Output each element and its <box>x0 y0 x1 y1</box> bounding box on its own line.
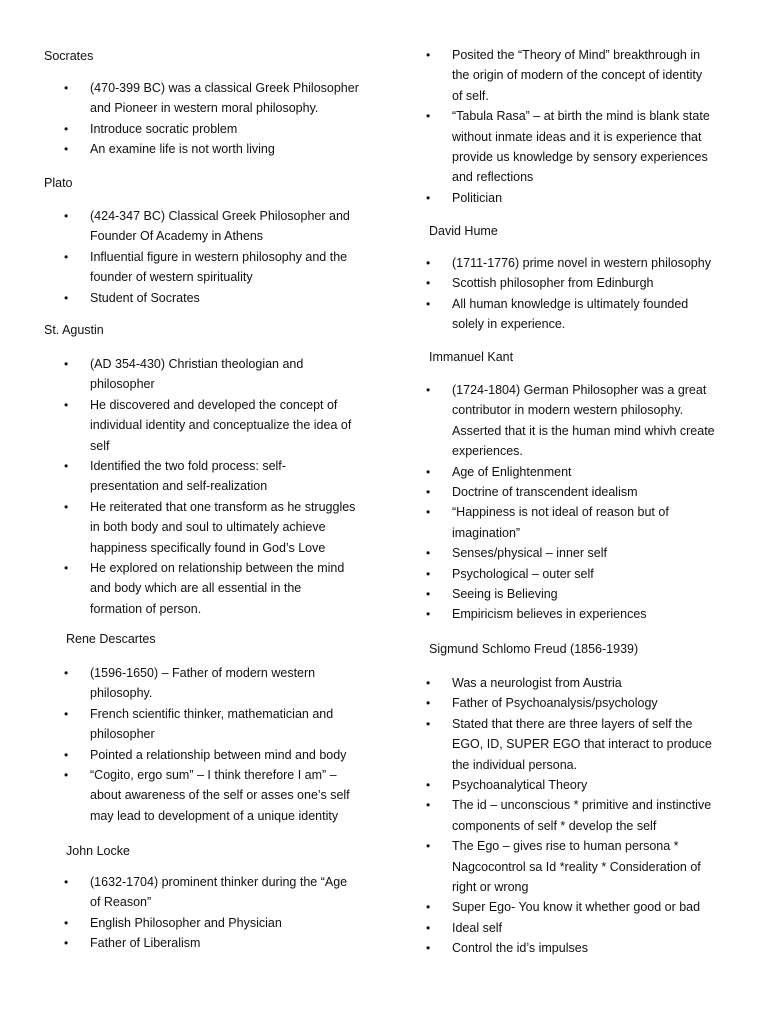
freud-item-text: The Ego – gives rise to human persona * <box>452 839 679 854</box>
bullet-icon: • <box>426 676 431 690</box>
bullet-icon: • <box>426 839 431 854</box>
david-hume-item-text: All human knowledge is ultimately founded <box>452 296 689 311</box>
freud-item-text: Super Ego- You know it whether good or bad <box>452 900 701 915</box>
rene-descartes-item-text: philosophy. <box>90 686 153 701</box>
plato-heading: Plato <box>44 176 73 190</box>
freud-item-text: Ideal self <box>452 920 503 935</box>
st-agustin-item-text: individual identity and conceptualize the idea of <box>90 418 352 433</box>
plato-item-text: (424-347 BC) Classical Greek Philosopher and <box>90 209 350 223</box>
bullet-icon: • <box>64 249 69 264</box>
bullet-icon: • <box>64 209 69 223</box>
st-agustin-item-text: He discovered and developed the concept of <box>90 397 338 412</box>
david-hume-item-text: Scottish philosopher from Edinburgh <box>452 276 654 291</box>
john-locke-item-text: of Reason” <box>90 895 152 910</box>
freud-item-text: Nagcocontrol sa Id *reality * Consideration of <box>452 859 701 874</box>
bullet-icon: • <box>426 941 431 956</box>
freud-item-text: Was a neurologist from Austria <box>452 676 622 690</box>
st-agustin-item-text: formation of person. <box>90 601 202 616</box>
freud-item-text: right or wrong <box>452 880 529 894</box>
plato-item-text: Influential figure in western philosophy and the <box>90 249 348 264</box>
rene-descartes-item-text: about awareness of the self or asses one’s self <box>90 788 350 803</box>
freud-item-text: Control the id’s impulses <box>452 941 588 956</box>
immanuel-kant-item-text: Senses/physical – inner self <box>452 546 607 561</box>
bullet-icon: • <box>426 778 431 792</box>
john-locke-item-text: without inmate ideas and it is experience that <box>452 129 702 144</box>
bullet-icon: • <box>426 256 431 270</box>
rene-descartes-heading: Rene Descartes <box>66 632 156 646</box>
immanuel-kant-item-text: imagination” <box>452 525 521 540</box>
bullet-icon: • <box>64 875 69 889</box>
bullet-icon: • <box>426 485 431 499</box>
bullet-icon: • <box>64 915 69 930</box>
st-agustin-item-text: and body which are all essential in the <box>90 581 302 596</box>
socrates-heading: Socrates <box>44 49 94 63</box>
john-locke-item-text: “Tabula Rasa” – at birth the mind is blank state <box>452 109 710 124</box>
freud-item-text: The id – unconscious * primitive and instinctive <box>452 798 712 813</box>
st-agustin-item-text: philosopher <box>90 377 155 392</box>
freud-item-text: Psychoanalytical Theory <box>452 778 588 792</box>
john-locke-item-text: (1632-1704) prominent thinker during the “Age <box>90 875 348 889</box>
bullet-icon: • <box>64 936 69 951</box>
bullet-icon: • <box>426 296 431 311</box>
rene-descartes-item-text: may lead to development of a unique identity <box>90 808 339 823</box>
bullet-icon: • <box>426 587 431 601</box>
socrates-item-text: and Pioneer in western moral philosophy. <box>90 101 319 116</box>
immanuel-kant-item-text: (1724-1804) German Philosopher was a great <box>452 383 707 397</box>
st-agustin-item-text: (AD 354-430) Christian theologian and <box>90 357 304 371</box>
immanuel-kant-item-text: Age of Enlightenment <box>452 464 572 479</box>
bullet-icon: • <box>64 499 69 514</box>
immanuel-kant-heading: Immanuel Kant <box>429 350 514 364</box>
rene-descartes-item-text: (1596-1650) – Father of modern western <box>90 666 316 680</box>
david-hume-item-text: solely in experience. <box>452 317 566 332</box>
rene-descartes-item-text: “Cogito, ergo sum” – I think therefore I am” – <box>90 768 337 782</box>
st-agustin-item-text: happiness specifically found in God’s Love <box>90 540 326 555</box>
immanuel-kant-item-text: contributor in modern western philosophy. <box>452 403 684 418</box>
plato-item-text: Founder Of Academy in Athens <box>90 229 264 244</box>
immanuel-kant-item-text: Empiricism believes in experiences <box>452 607 647 622</box>
freud-item-text: Father of Psychoanalysis/psychology <box>452 696 658 711</box>
bullet-icon: • <box>426 48 431 62</box>
bullet-icon: • <box>64 397 69 412</box>
rene-descartes-item-text: French scientific thinker, mathematician and <box>90 706 334 721</box>
freud-item-text: Stated that there are three layers of self the <box>452 716 693 731</box>
bullet-icon: • <box>426 696 431 711</box>
freud-item-text: EGO, ID, SUPER EGO that interact to produce <box>452 737 712 752</box>
immanuel-kant-item-text: Psychological – outer self <box>452 566 594 581</box>
immanuel-kant-item-text: Doctrine of transcendent idealism <box>452 485 638 499</box>
bullet-icon: • <box>64 121 69 136</box>
immanuel-kant-item-text: Asserted that it is the human mind whivh create <box>452 423 715 438</box>
david-hume-item-text: (1711-1776) prime novel in western philosophy <box>452 256 711 270</box>
plato-item-text: founder of western spirituality <box>90 270 253 285</box>
bullet-icon: • <box>426 109 431 124</box>
john-locke-item-text: the origin of modern of the concept of identity <box>452 68 703 83</box>
st-agustin-item-text: Identified the two fold process: self- <box>90 459 286 473</box>
bullet-icon: • <box>64 768 69 782</box>
socrates-item-text: Introduce socratic problem <box>90 121 238 136</box>
bullet-icon: • <box>426 383 431 397</box>
freud-item-text: the individual persona. <box>452 757 578 772</box>
st-agustin-item-text: presentation and self-realization <box>90 479 268 494</box>
rene-descartes-item-text: philosopher <box>90 727 155 742</box>
bullet-icon: • <box>64 142 69 157</box>
bullet-icon: • <box>64 706 69 721</box>
st-agustin-heading: St. Agustin <box>44 323 104 337</box>
bullet-icon: • <box>64 747 69 762</box>
john-locke-item-text: English Philosopher and Physician <box>90 915 282 930</box>
john-locke-item-text: Father of Liberalism <box>90 936 201 951</box>
rene-descartes-item-text: Pointed a relationship between mind and body <box>90 747 347 762</box>
plato-item-text: Student of Socrates <box>90 290 200 305</box>
bullet-icon: • <box>426 920 431 935</box>
bullet-icon: • <box>426 566 431 581</box>
bullet-icon: • <box>64 290 69 305</box>
bullet-icon: • <box>426 798 431 813</box>
john-locke-item-text: provide us knowledge by sensory experiences <box>452 150 708 164</box>
socrates-item-text: An examine life is not worth living <box>90 142 275 157</box>
bullet-icon: • <box>426 607 431 622</box>
immanuel-kant-item-text: Seeing is Believing <box>452 587 558 601</box>
bullet-icon: • <box>64 666 69 680</box>
st-agustin-item-text: in both body and soul to ultimately achieve <box>90 520 326 535</box>
bullet-icon: • <box>426 716 431 731</box>
st-agustin-item-text: He explored on relationship between the mind <box>90 561 345 575</box>
john-locke-item-text: of self. <box>452 88 489 103</box>
bullet-icon: • <box>64 459 69 473</box>
freud-heading: Sigmund Schlomo Freud (1856-1939) <box>429 642 639 656</box>
bullet-icon: • <box>64 561 69 575</box>
freud-item-text: components of self * develop the self <box>452 818 657 833</box>
john-locke-item-text: Politician <box>452 190 503 205</box>
socrates-item-text: (470-399 BC) was a classical Greek Philosopher <box>90 81 359 95</box>
john-locke-item-text: and reflections <box>452 170 534 185</box>
bullet-icon: • <box>426 464 431 479</box>
bullet-icon: • <box>426 505 431 520</box>
bullet-icon: • <box>64 357 69 371</box>
bullet-icon: • <box>426 276 431 291</box>
john-locke-heading: John Locke <box>66 844 130 858</box>
bullet-icon: • <box>426 900 431 915</box>
st-agustin-item-text: He reiterated that one transform as he struggles <box>90 499 356 514</box>
immanuel-kant-item-text: “Happiness is not ideal of reason but of <box>452 505 669 520</box>
st-agustin-item-text: self <box>90 438 110 453</box>
john-locke-item-text: Posited the “Theory of Mind” breakthrough in <box>452 48 701 62</box>
bullet-icon: • <box>426 190 431 205</box>
bullet-icon: • <box>426 546 431 561</box>
bullet-icon: • <box>64 81 69 95</box>
immanuel-kant-item-text: experiences. <box>452 444 523 459</box>
david-hume-heading: David Hume <box>429 224 498 238</box>
